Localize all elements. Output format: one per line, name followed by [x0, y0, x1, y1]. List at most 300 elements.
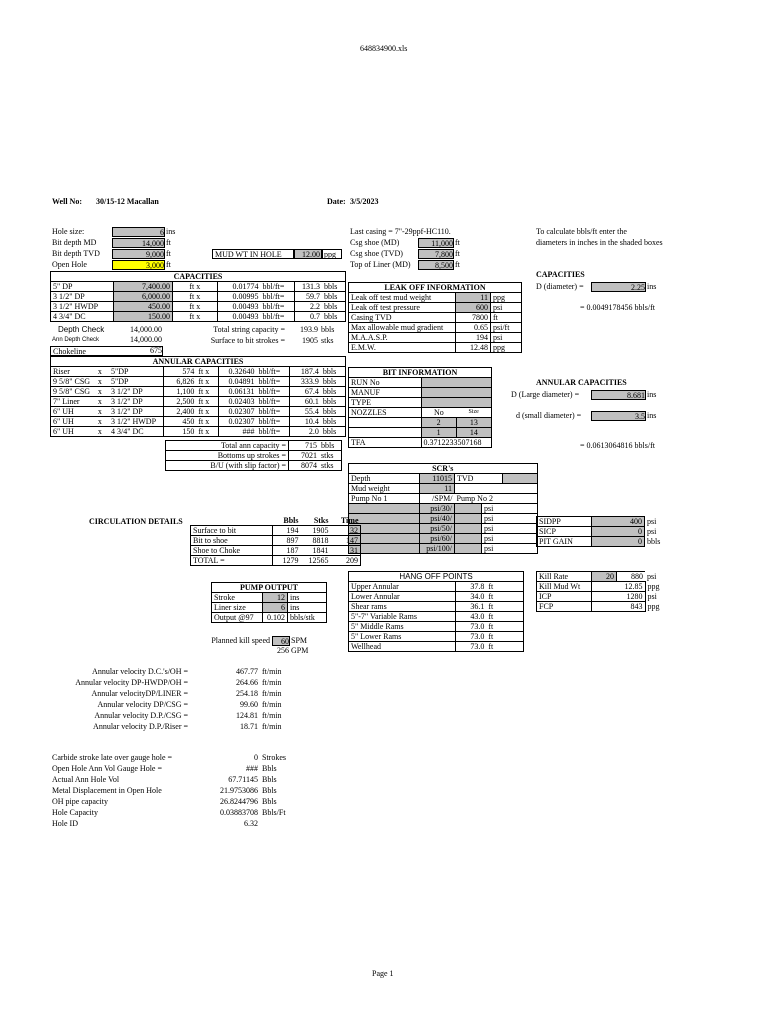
velocity-value: 18.71 [240, 722, 258, 731]
ann-vol: 2.0 [290, 427, 321, 437]
ann-ftx: ft x [196, 377, 218, 387]
kill-speed-label: Planned kill speed [211, 636, 270, 645]
ann-x: x [96, 427, 109, 437]
hang-unit: ft [486, 642, 523, 652]
leak-unit: psi/ft [491, 323, 522, 333]
well-label: Well No: [52, 197, 82, 206]
ann-total-label: Total ann capacity = [166, 441, 289, 451]
scr-pump2-field[interactable] [455, 504, 482, 514]
csg-tvd-unit: ft [455, 249, 460, 258]
table-row [212, 613, 327, 623]
table-row [191, 526, 361, 536]
scr-rate: psi/50/ [420, 524, 455, 534]
ann-ftx: ft x [196, 417, 218, 427]
date-value: 3/5/2023 [350, 197, 379, 206]
gpm-value: 256 [277, 646, 289, 655]
circ-stks: 1905 [301, 526, 331, 536]
d-field[interactable]: 2.25 [591, 282, 646, 292]
well-value: 30/15-12 Macallan [96, 197, 159, 206]
scr-rate: psi/60/ [420, 534, 455, 544]
leak-value: 194 [456, 333, 491, 343]
hang-unit: ft [486, 602, 523, 612]
open-hole-label: Open Hole [52, 260, 87, 269]
chokeline-value: 675 [150, 346, 162, 355]
table-row [349, 398, 492, 408]
ann-cap: ### [219, 427, 257, 437]
annular-totals [165, 440, 342, 471]
velocity-unit: ft/min [262, 700, 282, 709]
shut-in-value[interactable]: 400 [592, 517, 645, 527]
ann-total-unit: stks [319, 451, 342, 461]
leak-label: Casing TVD [349, 313, 456, 323]
ann-inner: 3 1/2" HWDP [109, 417, 163, 427]
table-row [51, 427, 346, 437]
cap-unit: bbl/ft= [261, 292, 295, 302]
ann-unit: bbl/ft= [256, 417, 289, 427]
nozzle-size[interactable]: 13 [456, 418, 491, 428]
cap-name: 4 3/4" DC [51, 312, 114, 322]
ann-ftx: ft x [196, 367, 218, 377]
cap-ftx: ft x [172, 302, 217, 312]
kill-speed-value[interactable]: 60 [272, 636, 290, 646]
pump-table [211, 582, 327, 623]
chokeline-label: Chokeline [50, 346, 163, 356]
hang-label: Upper Annular [349, 582, 456, 592]
nozzle-no[interactable]: 2 [421, 418, 456, 428]
gpm-unit: GPM [291, 646, 309, 655]
table-row [349, 534, 538, 544]
pump-liner-label: Liner size [212, 603, 263, 613]
table-row [537, 517, 670, 527]
scr-table [348, 463, 538, 554]
ann-cap: 0.02403 [219, 397, 257, 407]
ann-total-value: 8074 [289, 461, 320, 471]
ann-cap: 0.06131 [219, 387, 257, 397]
hang-value: 36.1 [455, 602, 486, 612]
liner-label: Top of Liner (MD) [350, 260, 411, 269]
ann-len: 2,400 [163, 407, 196, 417]
scr-depth-value[interactable]: 11015 [420, 474, 455, 484]
velocity-label: Annular velocity D.P./Riser = [93, 722, 188, 731]
kill-unit: ppg [647, 582, 660, 591]
velocity-value: 467.77 [236, 667, 258, 676]
nozzle-empty [349, 418, 422, 428]
pump-liner-unit: ins [288, 603, 327, 613]
hang-unit: ft [486, 582, 523, 592]
kill-unit: ppg [647, 602, 660, 611]
pump-output-label: Output @97 [212, 613, 263, 623]
d-unit: ins [647, 282, 657, 291]
cap-len[interactable]: 7,400.00 [113, 282, 172, 292]
leak-unit: psi [491, 303, 522, 313]
leak-off-table [348, 282, 522, 353]
scr-rate: psi/100/ [420, 544, 455, 554]
table-row [51, 417, 346, 427]
csg-tvd-field[interactable]: 7,800 [418, 249, 454, 259]
cap-name: 5" DP [51, 282, 114, 292]
table-row [51, 302, 346, 312]
ann-check-label: Ann Depth Check [52, 337, 100, 343]
bit-tvd-field[interactable]: 9,000 [112, 249, 165, 259]
ann-inner: 3 1/2" DP [109, 407, 163, 417]
ds-unit: ins [647, 411, 657, 420]
ann-inner: 5"DP [109, 377, 163, 387]
ann-x: x [96, 387, 109, 397]
kill-label: Kill Mud Wt [537, 582, 592, 592]
hang-value: 73.0 [455, 642, 486, 652]
ann-len: 574 [163, 367, 196, 377]
velocity-label: Annular velocity DP/CSG = [97, 700, 188, 709]
velocity-unit: ft/min [262, 667, 282, 676]
ann-ftx: ft x [196, 397, 218, 407]
cap-len[interactable]: 150.00 [113, 312, 172, 322]
carbide-unit: Bbls [262, 775, 277, 784]
mud-wt-field[interactable]: 12.00 [294, 249, 322, 259]
scr-mw-value[interactable]: 11 [420, 484, 455, 494]
velocity-label: Annular velocity DP-HWDP/OH = [75, 678, 188, 687]
leak-value: 7800 [456, 313, 491, 323]
right-cap-title: CAPACITIES [536, 270, 585, 279]
carbide-label: Hole ID [52, 819, 78, 828]
cap-len[interactable]: 6,000.00 [113, 292, 172, 302]
carbide-value: 67.71145 [228, 775, 258, 784]
ann-unit: bbl/ft= [256, 377, 289, 387]
ann-inner: 5"DP [109, 367, 163, 377]
leak-unit: ppg [491, 293, 522, 303]
carbide-value: 6.32 [244, 819, 258, 828]
cap-vunit: bbls [322, 302, 346, 312]
ann-vol: 333.9 [290, 377, 321, 387]
dl-label: D (Large diameter) = [511, 390, 580, 399]
circ-time: 31 [331, 546, 361, 556]
bit-run-field[interactable] [421, 378, 491, 388]
table-row [349, 612, 524, 622]
cap-name: 3 1/2" DP [51, 292, 114, 302]
leak-label: Max allowable mud gradient [349, 323, 456, 333]
hole-size-field[interactable]: 6 [112, 227, 165, 237]
d-label: D (diameter) = [536, 282, 584, 291]
scr-unit: psi [482, 504, 503, 514]
leak-label: E.M.W. [349, 343, 456, 353]
leak-off-title: LEAK OFF INFORMATION [349, 283, 522, 293]
table-row [537, 572, 668, 582]
page-number: Page 1 [372, 969, 394, 978]
leak-label: Leak off test pressure [349, 303, 456, 313]
table-row [537, 582, 668, 592]
leak-value: 0.65 [456, 323, 491, 333]
kill-value: 1280 [592, 592, 646, 602]
hole-size-label: Hole size: [52, 227, 85, 236]
circulation-table [190, 516, 361, 566]
table-row [349, 632, 524, 642]
date-label: Date: [327, 197, 346, 206]
table-row [349, 293, 522, 303]
table-row [166, 441, 342, 451]
table-row [51, 312, 346, 322]
hang-unit: ft [486, 632, 523, 642]
hang-off-table [348, 571, 524, 652]
table-row [349, 592, 524, 602]
ann-unit: bbl/ft= [256, 367, 289, 377]
pump-stroke-label: Stroke [212, 593, 263, 603]
table-row [349, 428, 492, 438]
ds-field[interactable]: 3.5 [591, 411, 646, 421]
hang-unit: ft [486, 622, 523, 632]
hole-size-unit: ins [166, 227, 176, 236]
scr-pump2-field[interactable] [455, 544, 482, 554]
open-hole-field[interactable]: 3,000 [112, 260, 165, 270]
table-row [349, 323, 522, 333]
ann-x: x [96, 397, 109, 407]
circ-bbls: 897 [273, 536, 301, 546]
bit-md-unit: ft [166, 238, 171, 247]
cap-unit: bbl/ft= [261, 282, 295, 292]
table-row [537, 527, 670, 537]
scr-mw-label: Mud weight [349, 484, 420, 494]
leak-value[interactable]: 11 [456, 293, 491, 303]
cap-vunit: bbls [322, 312, 346, 322]
mud-wt-unit: ppg [322, 249, 342, 259]
kill-rate-value[interactable]: 20 [592, 572, 617, 582]
csg-md-unit: ft [455, 238, 460, 247]
total-string-label: Total string capacity = [213, 325, 285, 334]
circ-label: TOTAL = [191, 556, 273, 566]
dl-field[interactable]: 8.681 [591, 390, 646, 400]
pump-output-value: 0.102 [263, 613, 288, 623]
csg-md-field[interactable]: 11,000 [418, 238, 454, 248]
ann-vunit: bbls [321, 367, 346, 377]
ann-inner: 4 3/4" DC [109, 427, 163, 437]
hang-label: 5"-7" Variable Rams [349, 612, 456, 622]
hang-value: 73.0 [455, 622, 486, 632]
tfa-value: 0.3712233507168 [421, 438, 491, 448]
velocity-value: 264.66 [236, 678, 258, 687]
nozzle-no-header: No [421, 408, 456, 418]
table-row [349, 622, 524, 632]
scr-pump2-field[interactable] [455, 524, 482, 534]
bit-type-field[interactable] [421, 398, 491, 408]
ann-vunit: bbls [321, 417, 346, 427]
ann-total-value: 715 [289, 441, 320, 451]
last-casing: Last casing = 7"-29ppf-HC110. [350, 227, 451, 236]
ann-vunit: bbls [321, 407, 346, 417]
bit-run-label: RUN No [349, 378, 422, 388]
leak-label: M.A.A.S.P. [349, 333, 456, 343]
kill-table [536, 571, 668, 612]
kill-rate-label: Kill Rate [537, 572, 592, 582]
scr-depth-extra[interactable] [502, 474, 537, 484]
circ-col-stks: Stks [313, 516, 329, 525]
circulation-title: CIRCULATION DETAILS [89, 517, 183, 526]
table-row [349, 494, 538, 504]
ann-result: = 0.0613064816 bbls/ft [580, 441, 655, 450]
kill-value: 12.85 [592, 582, 646, 592]
shut-in-unit: psi [647, 527, 657, 536]
pump-liner-value[interactable]: 6 [263, 603, 288, 613]
table-row [51, 377, 346, 387]
ann-vunit: bbls [321, 427, 346, 437]
annular-title: ANNULAR CAPACITIES [51, 357, 346, 367]
d-result: = 0.0049178456 bbls/ft [580, 303, 655, 312]
scr-mw-empty [455, 484, 538, 494]
circ-col-time: Time [340, 516, 359, 525]
table-row [166, 461, 342, 471]
cap-vol: 0.7 [294, 312, 322, 322]
ann-cap: 0.02307 [219, 417, 257, 427]
kill-rate-psi: 880 [617, 572, 646, 582]
ann-ftx: ft x [196, 427, 218, 437]
circ-bbls: 194 [273, 526, 301, 536]
kill-value: 843 [592, 602, 646, 612]
table-row [212, 593, 327, 603]
circ-time: 147 [331, 536, 361, 546]
ann-vunit: bbls [321, 397, 346, 407]
leak-label: Leak off test mud weight [349, 293, 456, 303]
bit-md-field[interactable]: 14,000 [112, 238, 165, 248]
leak-unit: ft [491, 313, 522, 323]
shut-in-unit: bbls [647, 537, 661, 546]
ann-len: 150 [163, 427, 196, 437]
velocity-label: Annular velocity D.P./CSG = [94, 711, 188, 720]
table-row [51, 387, 346, 397]
hang-label: Shear rams [349, 602, 456, 612]
carbide-value: ### [246, 764, 258, 773]
table-row [537, 592, 668, 602]
bit-manuf-field[interactable] [421, 388, 491, 398]
depth-check-label: Depth Check [58, 325, 105, 334]
scr-pump1-field[interactable] [349, 504, 420, 514]
cap-vol: 2.2 [294, 302, 322, 312]
table-row [51, 292, 346, 302]
ann-total-unit: stks [319, 461, 342, 471]
pump-stroke-value[interactable]: 12 [263, 593, 288, 603]
velocity-value: 124.81 [236, 711, 258, 720]
hang-value: 73.0 [455, 632, 486, 642]
table-row [191, 536, 361, 546]
ann-cap: 0.32640 [219, 367, 257, 377]
circ-bbls: 187 [273, 546, 301, 556]
nozzle-size[interactable]: 14 [456, 428, 491, 438]
hang-off-title: HANG OFF POINTS [349, 572, 524, 582]
leak-value: 12.48 [456, 343, 491, 353]
carbide-unit: Bbls [262, 786, 277, 795]
carbide-label: Actual Ann Hole Vol [52, 775, 120, 784]
scr-pump1-label: Pump No 1 [349, 494, 420, 504]
capacities-title: CAPACITIES [51, 272, 346, 282]
open-hole-unit: ft [166, 260, 171, 269]
hang-value: 43.0 [455, 612, 486, 622]
surf-bit-unit: stks [321, 336, 334, 345]
dl-unit: ins [647, 390, 657, 399]
shut-in-value[interactable]: 0 [592, 537, 645, 547]
liner-field[interactable]: 8,500 [418, 260, 454, 270]
ann-ftx: ft x [196, 387, 218, 397]
cap-unit: bbl/ft= [261, 312, 295, 322]
carbide-value: 0 [254, 753, 258, 762]
ann-inner: 3 1/2" DP [109, 387, 163, 397]
table-row [349, 474, 538, 484]
table-row [191, 546, 361, 556]
ann-check-value: 14,000.00 [130, 335, 162, 344]
cap-vol: 131.3 [294, 282, 322, 292]
scr-pump2-field[interactable] [455, 514, 482, 524]
tfa-label: TFA [349, 438, 422, 448]
table-row [349, 378, 492, 388]
shut-in-label: PIT GAIN [537, 537, 592, 547]
bit-nozzles-label: NOZZLES [349, 408, 422, 418]
note-line1: To calculate bbls/ft enter the [536, 227, 627, 236]
table-row [349, 602, 524, 612]
cap-cap: 0.01774 [217, 282, 260, 292]
carbide-value: 26.8244796 [220, 797, 258, 806]
shut-in-value[interactable]: 0 [592, 527, 645, 537]
nozzle-size-header: Size [456, 408, 491, 418]
table-row [51, 397, 346, 407]
total-string-unit: bbls [321, 325, 335, 334]
carbide-unit: Bbls [262, 797, 277, 806]
ann-x: x [96, 377, 109, 387]
kill-label: FCP [537, 602, 592, 612]
scr-pump2-field[interactable] [455, 534, 482, 544]
carbide-unit: Strokes [262, 753, 286, 762]
csg-md-label: Csg shoe (MD) [350, 238, 400, 247]
carbide-label: Metal Displacement in Open Hole [52, 786, 162, 795]
leak-value[interactable]: 600 [456, 303, 491, 313]
pump-output-unit: bbls/stk [288, 613, 327, 623]
velocity-unit: ft/min [262, 711, 282, 720]
shut-in-label: SICP [537, 527, 592, 537]
cap-ftx: ft x [172, 282, 217, 292]
ann-vol: 10.4 [290, 417, 321, 427]
cap-len[interactable]: 450.00 [113, 302, 172, 312]
hang-label: Lower Annular [349, 592, 456, 602]
scr-spm-label: /SPM/ [420, 494, 455, 504]
bit-md-label: Bit depth MD [52, 238, 97, 247]
table-row [537, 602, 668, 612]
ann-outer: Riser [51, 367, 96, 377]
circ-label: Surface to bit [191, 526, 273, 536]
circ-time: 209 [331, 556, 361, 566]
circ-col-bbls: Bbls [283, 516, 299, 525]
shut-in-label: SIDPP [537, 517, 592, 527]
nozzle-no[interactable]: 1 [421, 428, 456, 438]
bit-info-title: BIT INFORMATION [349, 368, 492, 378]
ann-unit: bbl/ft= [256, 387, 289, 397]
cap-ftx: ft x [172, 292, 217, 302]
file-name: 648834900.xls [360, 44, 408, 53]
bit-type-label: TYPE [349, 398, 422, 408]
ann-vol: 55.4 [290, 407, 321, 417]
shut-in-unit: psi [647, 517, 657, 526]
leak-unit: psi [491, 333, 522, 343]
kill-speed-unit: SPM [291, 636, 308, 645]
velocity-value: 254.18 [236, 689, 258, 698]
cap-vol: 59.7 [294, 292, 322, 302]
scr-unit: psi [482, 514, 503, 524]
pump-stroke-unit: ins [288, 593, 327, 603]
scr-unit: psi [482, 544, 503, 554]
scr-rate: psi/40/ [420, 514, 455, 524]
ann-inner: 3 1/2" DP [109, 397, 163, 407]
ann-len: 450 [163, 417, 196, 427]
velocity-unit: ft/min [262, 722, 282, 731]
circ-label: Shoe to Choke [191, 546, 273, 556]
circ-stks: 12565 [301, 556, 331, 566]
ann-vol: 60.1 [290, 397, 321, 407]
carbide-label: OH pipe capacity [52, 797, 108, 806]
table-row [349, 343, 522, 353]
cap-ftx: ft x [172, 312, 217, 322]
